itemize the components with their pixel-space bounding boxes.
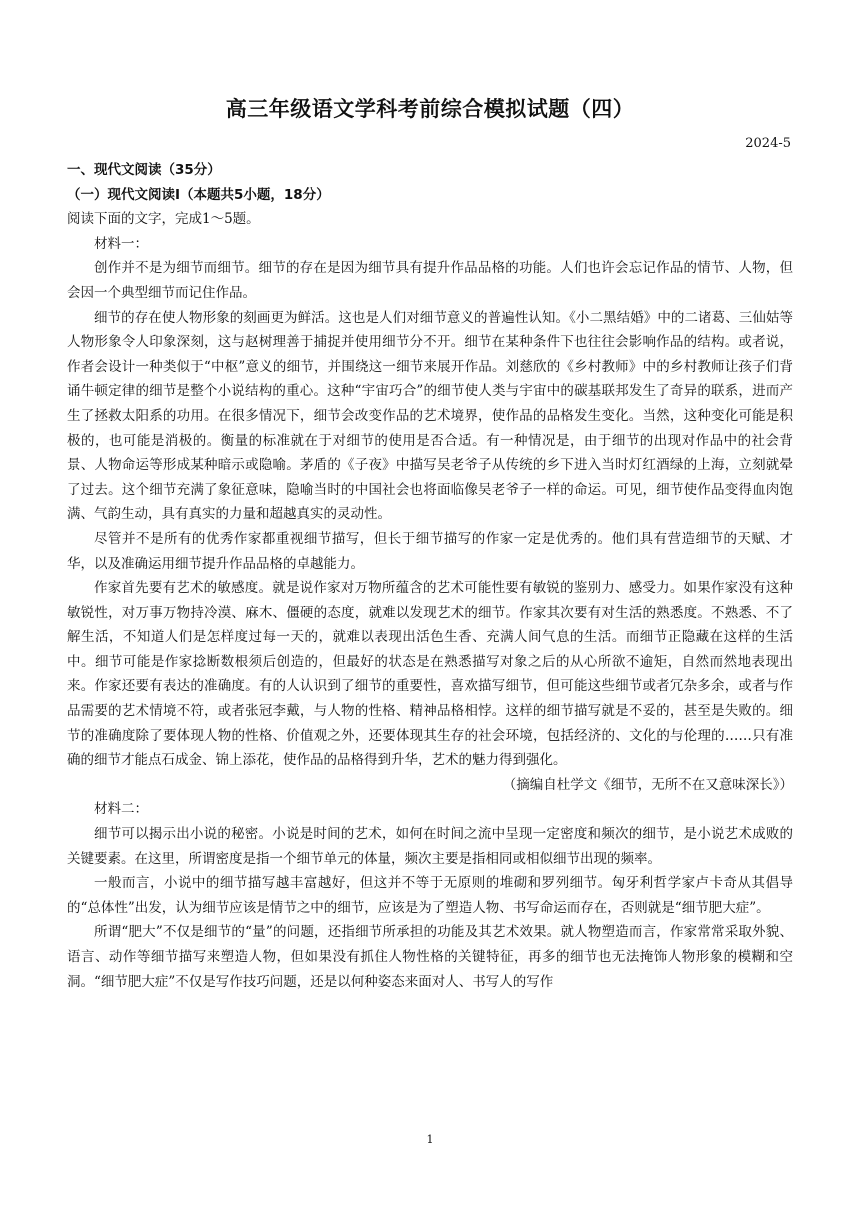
material-two-paragraph: 所谓“肥大”不仅是细节的“量”的问题，还指细节所承担的功能及其艺术效果。就人物塑造而言，作家常常采取外貌、语言、动作等细节描写来塑造人物，但如果没有抓住人物性格的关键特征，再多的细节也无法掩饰人物形象的模糊和空洞。“细节肥大症”不仅是写作技巧问题，还是以何种姿态来面对人、书写人的写作 bbox=[67, 924, 793, 990]
material-two-paragraph: 一般而言，小说中的细节描写越丰富越好，但这并不等于无原则的堆砌和罗列细节。匈牙利哲学家卢卡奇从其倡导的“总体性”出发，认为细节应该是情节之中的细节，应该是为了塑造人物、书写命运而存在，否则就是“细节肥大症”。 bbox=[67, 875, 793, 916]
page-number: 1 bbox=[426, 1133, 434, 1146]
exam-date: 2024-5 bbox=[745, 136, 791, 151]
instruction-text: 阅读下面的文字，完成1～5题。 bbox=[67, 211, 260, 228]
page-title: 高三年级语文学科考前综合模拟试题（四） bbox=[225, 97, 635, 121]
section-heading: 一、现代文阅读（35分） bbox=[67, 162, 221, 178]
material-one-paragraph: 创作并不是为细节而细节。细节的存在是因为细节具有提升作品品格的功能。人们也许会忘记作品的情节、人物，但会因一个典型细节而记住作品。 bbox=[67, 260, 793, 301]
material-one-paragraph: 尽管并不是所有的优秀作家都重视细节描写，但长于细节描写的作家一定是优秀的。他们具有营造细节的天赋、才华，以及准确运用细节提升作品品格的卓越能力。 bbox=[67, 530, 793, 572]
subsection-heading: （一）现代文阅读Ⅰ（本题共5小题，18分） bbox=[67, 186, 330, 203]
material-one-label: 材料一： bbox=[94, 235, 148, 252]
material-one-paragraph: 细节的存在使人物形象的刻画更为鲜活。这也是人们对细节意义的普遍性认知。《小二黑结婚》中的二诸葛、三仙姑等人物形象令人印象深刻，这与赵树理善于捕捉并使用细节分不开。细节在某种条件下也往往会影响作品的结构。或者说，作者会设计一种类似于“中枢”意义的细节，并围绕这一细节来展开作品。刘慈欣的《乡村教师》中的乡村教师让孩子们背诵牛顿定律的细节是整个小说结构的重心。这种“宇宙巧合”的细节使人类与宇宙中的碳基联邦发生了奇异的联系，进而产生了拯救太阳系的功用。在很多情况下，细节会改变作品的艺术境界，使作品的品格发生变化。当然，这种变化可能是积极的，也可能是消极的。衡量的标准就在于对细节的使用是否合适。有一种情况是，由于细节的出现对作品中的社会背景、人物命运等形成某种暗示或隐喻。茅盾的《子夜》中描写吴老爷子从传统的乡下进入当时灯红酒绿的上海，立刻就晕了过去。这个细节充满了象征意味，隐喻当时的中国社会也将面临像吴老爷子一样的命运。可见，细节使作品变得血肉饱满、气韵生动，具有真实的力量和超越真实的灵动性。 bbox=[67, 309, 793, 523]
material-two-label: 材料二： bbox=[94, 801, 148, 818]
material-two-paragraph: 细节可以揭示出小说的秘密。小说是时间的艺术，如何在时间之流中呈现一定密度和频次的细节，是小说艺术成败的关键要素。在这里，所谓密度是指一个细节单元的体量，频次主要是指相同或相似细节出现的频率。 bbox=[67, 826, 793, 867]
material-one-source: （摘编自杜学文《细节，无所不在又意味深长》） bbox=[502, 776, 793, 793]
material-one-paragraph: 作家首先要有艺术的敏感度。就是说作家对万物所蕴含的艺术可能性要有敏锐的鉴别力、感受力。如果作家没有这种敏锐性，对万事万物持冷漠、麻木、僵硬的态度，就难以发现艺术的细节。作家其次要有对生活的熟悉度。不熟悉、不了解生活，不知道人们是怎样度过每一天的，就难以表现出活色生香、充满人间气息的生活。而细节正隐藏在这样的生活中。细节可能是作家捻断数根须后创造的，但最好的状态是在熟悉描写对象之后的从心所欲不逾矩，自然而然地表现出来。作家还要有表达的准确度。有的人认识到了细节的重要性，喜欢描写细节，但可能这些细节或者冗杂多余，或者与作品需要的艺术情境不符，或者张冠李戴，与人物的性格、精神品格相悖。这样的细节描写就是不妥的，甚至是失败的。细节的准确度除了要体现人物的性格、价值观之外，还要体现其生存的社会环境，包括经济的、文化的与伦理的……只有准确的细节才能点石成金、锦上添花，使作品的品格得到升华，艺术的魅力得到强化。 bbox=[67, 580, 793, 769]
document-body bbox=[67, 158, 793, 994]
